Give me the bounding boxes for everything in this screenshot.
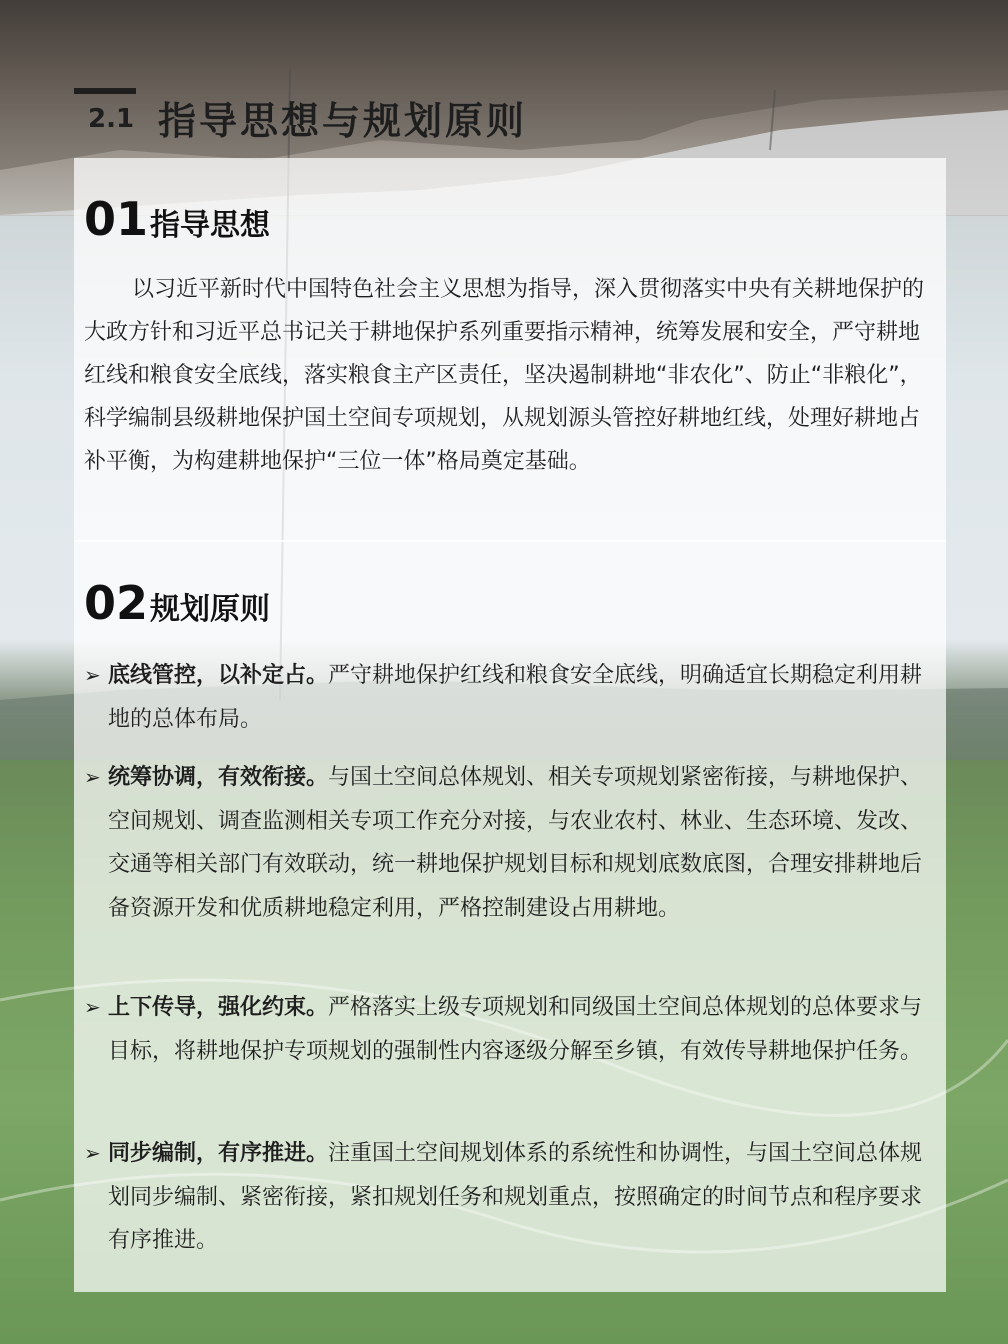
section-divider <box>74 540 946 542</box>
section-2-number: 02 <box>84 576 149 630</box>
principle-text: 注重国土空间规划体系的系统性和协调性，与国土空间总体规划同步编制、紧密衔接，紧扣规划任务和规划重点，按照确定的时间节点和程序要求有序推进。 <box>108 1141 923 1253</box>
principle-title: 上下传导，强化约束。 <box>108 995 329 1020</box>
section-2-heading <box>84 576 270 630</box>
section-1-heading <box>84 192 270 246</box>
section-1-number: 01 <box>84 192 149 246</box>
principle-text: 严守耕地保护红线和粮食安全底线，明确适宜长期稳定利用耕地的总体布局。 <box>108 663 923 732</box>
arrow-bullet-icon: ➢ <box>84 995 101 1019</box>
arrow-bullet-icon: ➢ <box>84 663 101 687</box>
title-accent-bar <box>74 88 136 94</box>
principle-text: 与国土空间总体规划、相关专项规划紧密衔接，与耕地保护、空间规划、调查监测相关专项工作充分对接，与农业农村、林业、生态环境、发改、交通等相关部门有效联动，统一耕地保护规划目标和规划底数底图，合理安排耕地后备资源开发和优质耕地稳定利用，严格控制建设占用耕地。 <box>108 765 923 921</box>
principle-item <box>84 986 930 1073</box>
page-title: 指导思想与规划原则 <box>158 99 528 143</box>
arrow-bullet-icon: ➢ <box>84 765 101 789</box>
principle-text: 严格落实上级专项规划和同级国土空间总体规划的总体要求与目标，将耕地保护专项规划的强制性内容逐级分解至乡镇，有效传导耕地保护任务。 <box>108 995 923 1064</box>
section-1-paragraph: 以习近平新时代中国特色社会主义思想为指导，深入贯彻落实中央有关耕地保护的大政方针和习近平总书记关于耕地保护系列重要指示精神，统筹发展和安全，严守耕地红线和粮食安全底线，落实粮食主产区责任，坚决遏制耕地“非农化”、防止“非粮化”，科学编制县级耕地保护国土空间专项规划，从规划源头管控好耕地红线，处理好耕地占补平衡，为构建耕地保护“三位一体”格局奠定基础。 <box>84 277 925 474</box>
principle-title: 同步编制，有序推进。 <box>108 1141 329 1166</box>
section-2-label: 规划原则 <box>150 592 271 627</box>
principle-title: 统筹协调，有效衔接。 <box>108 765 329 790</box>
page-number: 2.1 <box>88 104 135 134</box>
principle-item <box>84 1132 930 1263</box>
section-1-label: 指导思想 <box>150 208 271 243</box>
principle-item <box>84 654 930 741</box>
arrow-bullet-icon: ➢ <box>84 1141 101 1165</box>
principle-item <box>84 756 930 930</box>
principle-title: 底线管控，以补定占。 <box>108 663 329 688</box>
